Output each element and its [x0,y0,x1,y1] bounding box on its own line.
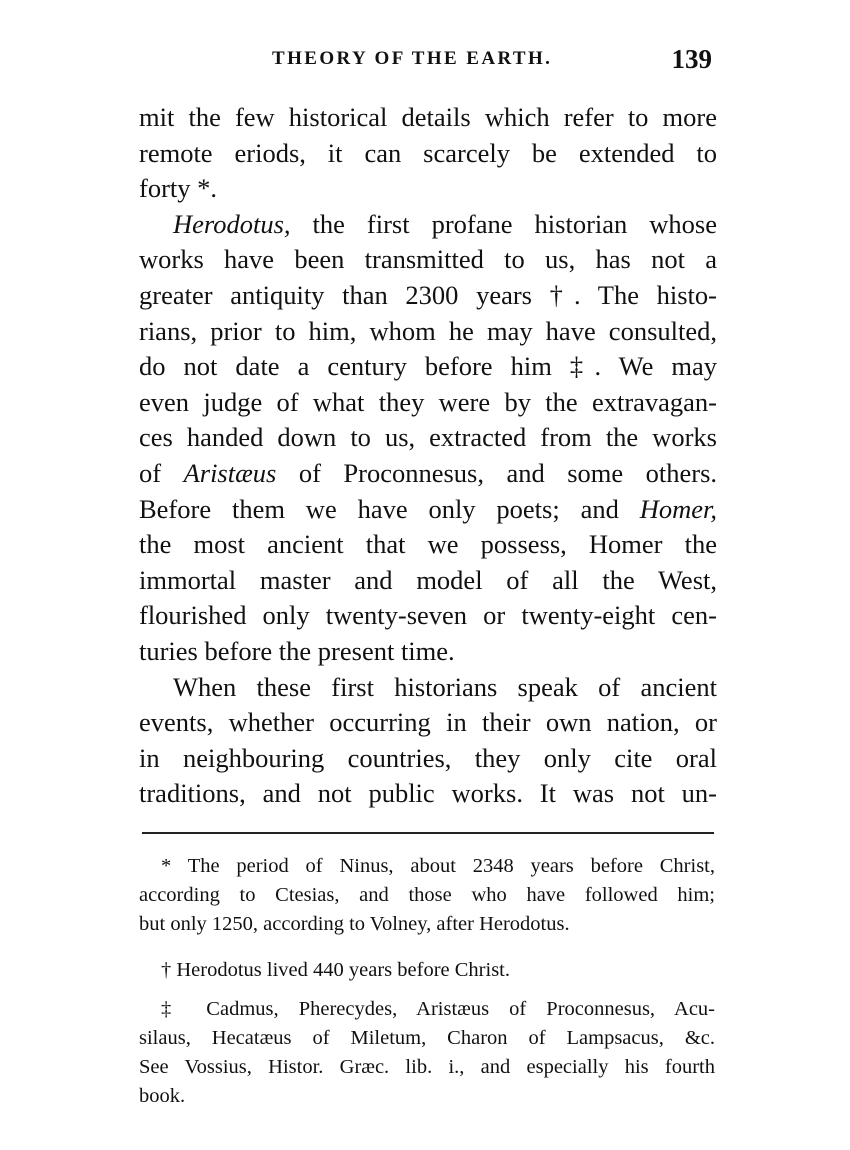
body-line: turies before the present time. [139,635,455,666]
body-line: rians, prior to him, whom he may have consulted, [139,315,717,346]
footnote-line: book. [139,1084,186,1107]
body-line: forty *. [139,173,218,204]
running-head [140,44,718,76]
body-text [139,100,717,812]
running-title: THEORY OF THE EARTH. [272,48,553,69]
body-line: traditions, and not public works. It was not un- [139,778,717,809]
body-line: ces handed down to us, extracted from the works [139,422,717,453]
body-line: flourished only twenty-seven or twenty-eight cen- [139,600,717,631]
footnote-line: † Herodotus lived 440 years before Christ. [161,959,510,982]
body-line: remote eriods, it can scarcely be extended to [139,137,717,168]
page-number: 139 [671,44,712,74]
body-line: even judge of what they were by the extravagan- [139,386,717,417]
footnote-line: but only 1250, according to Volney, after Herodotus. [139,912,570,935]
body-line: When these first historians speak of ancient [173,671,717,702]
footnote-line: ‡ Cadmus, Pherecydes, Aristæus of Proconnesus, Acu- [161,998,715,1021]
body-line: works have been transmitted to us, has not a [139,244,717,275]
body-line: mit the few historical details which refer to more [139,102,717,132]
body-line: immortal master and model of all the West, [139,564,717,595]
body-line: do not date a century before him ‡. We may [139,351,717,382]
body-line: Herodotus, the first profane historian whose [173,208,717,239]
italic-name: Homer, [639,493,717,524]
footnote-line: * The period of Ninus, about 2348 years before Christ, [161,855,715,877]
body-line: events, whether occurring in their own nation, or [139,707,717,738]
footnotes [139,852,715,1110]
footnote-rule [142,832,714,834]
body-line: of Aristæus of Proconnesus, and some others. [139,457,717,488]
body-line: the most ancient that we possess, Homer the [139,529,717,560]
footnote-line: silaus, Hecatæus of Miletum, Charon of Lampsacus, &c. [139,1026,715,1049]
body-line: greater antiquity than 2300 years †. The histo- [139,279,717,310]
footnote-line: See Vossius, Histor. Græc. lib. i., and especially his fourth [139,1055,715,1078]
italic-name: Herodotus, [173,208,291,239]
italic-name: Aristæus [183,457,277,488]
body-line: Before them we have only poets; and Homer, [139,493,717,524]
body-line: in neighbouring countries, they only cite oral [139,742,717,773]
footnote-line: according to Ctesias, and those who have followed him; [139,883,715,906]
